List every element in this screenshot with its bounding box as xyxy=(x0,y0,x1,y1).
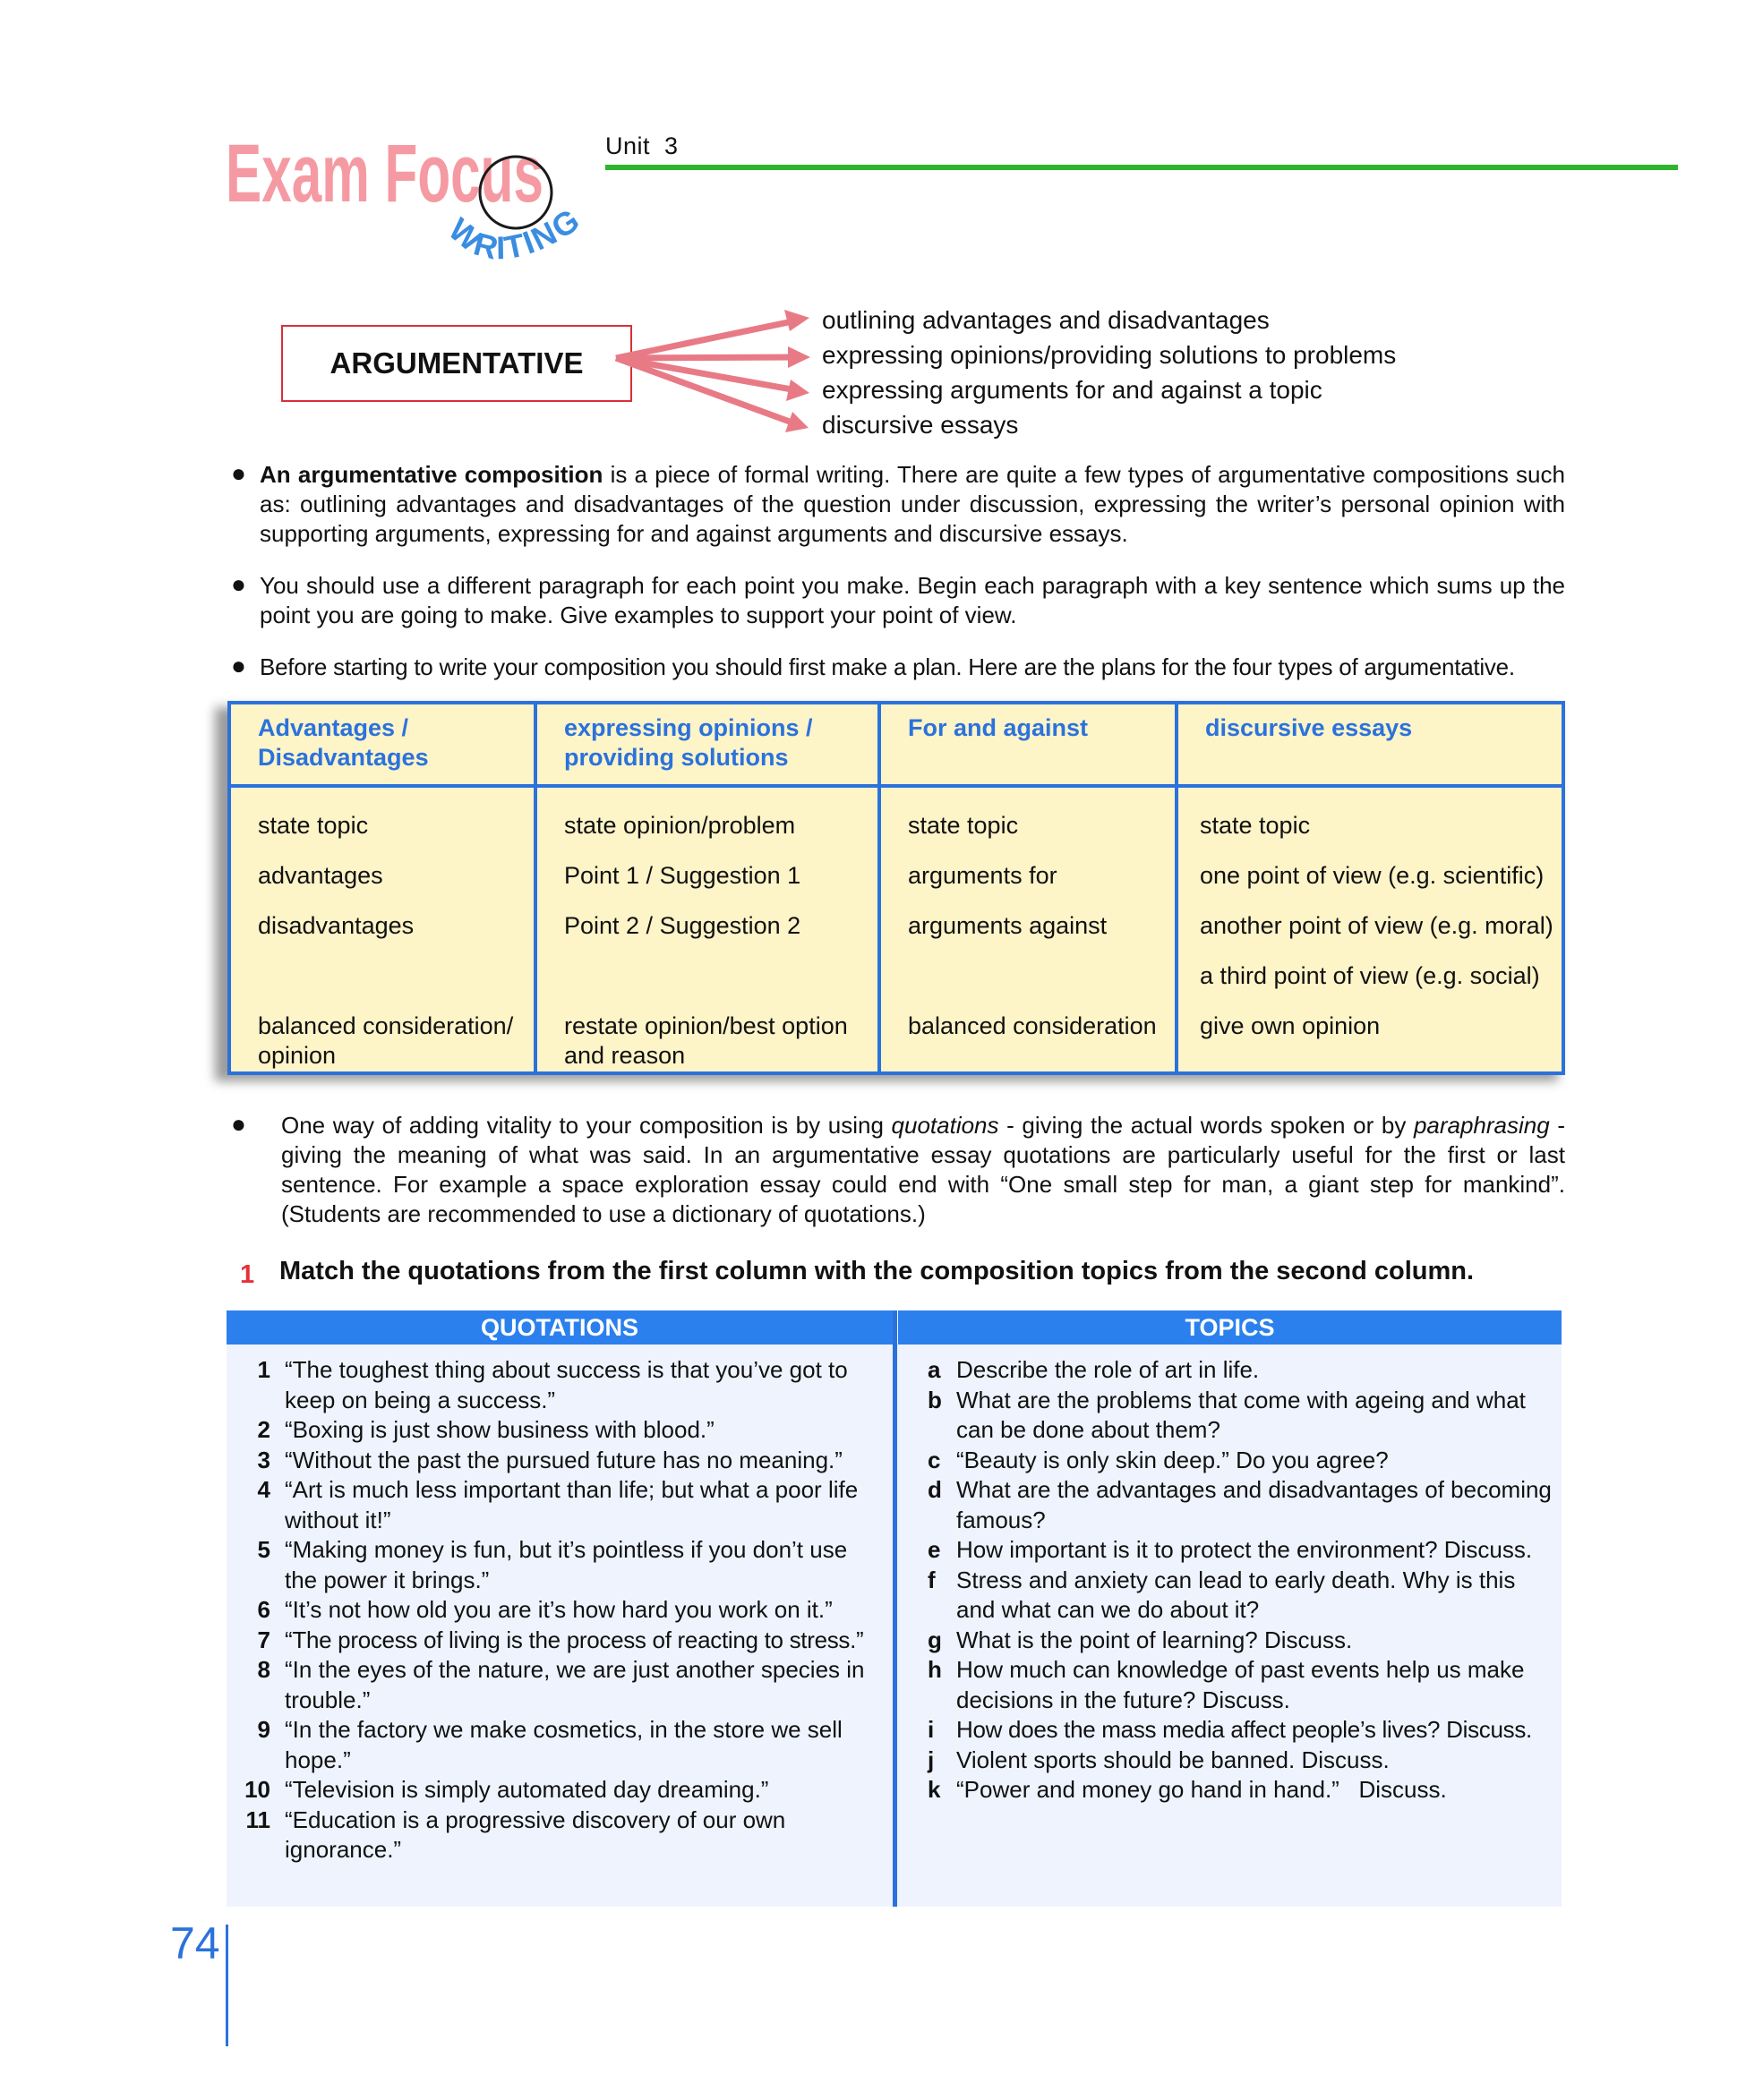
topic-item: j Violent sports should be banned. Discuss. xyxy=(928,1746,1390,1773)
column-divider xyxy=(893,1310,897,1907)
quotation-item: 6 “It’s not how old you are it’s how hard you work on it.” xyxy=(257,1596,833,1623)
bullet-paragraphs-text: You should use a different paragraph for each point you make. Begin each paragraph with a key sentence which sums up the point you are going to make. Give examples to support your point of view. xyxy=(260,572,1565,628)
exercise-number: 1 xyxy=(240,1260,255,1289)
bullet-dot: ● xyxy=(231,570,246,598)
plans-table xyxy=(227,701,1565,1075)
topic-item: h How much can knowledge of past events help us make decisions in the future? Discuss. xyxy=(928,1656,1525,1713)
topic-item: c “Beauty is only skin deep.” Do you agree? xyxy=(928,1446,1389,1473)
bullet-definition xyxy=(231,460,1565,549)
bullet-plan-text: Before starting to write your composition you should first make a plan. Here are the plans for the four types of argumentative. xyxy=(260,653,1515,680)
topic-item: i How does the mass media affect people’s lives? Discuss. xyxy=(928,1716,1532,1743)
plans-body-row xyxy=(229,786,1563,1073)
quotations-list xyxy=(233,1355,882,1865)
topic-item: k “Power and money go hand in hand.” Discuss. xyxy=(928,1776,1447,1803)
plans-col-opinions: state opinion/problem Point 1 / Suggestion 1 Point 2 / Suggestion 2 restate opinion/best option and reason xyxy=(535,786,879,1073)
plans-col-discursive: state topic one point of view (e.g. scientific) another point of view (e.g. moral) a third point of view (e.g. social) give own opinion xyxy=(1177,786,1563,1073)
bullet-dot: ● xyxy=(231,459,246,487)
bullet-dot: ● xyxy=(231,652,246,679)
topics-header: TOPICS xyxy=(898,1310,1562,1345)
bullet-paragraphs xyxy=(231,571,1565,630)
bullet-definition-text: is a piece of formal writing. There are quite a few types of argumentative compositions such as: outlining advantages and disadvantages of the question under discussion, expressing the writer’s personal opinion with supporting arguments, expressing for and against arguments and discursive essays. xyxy=(260,461,1565,547)
topic-item: a Describe the role of art in life. xyxy=(928,1356,1260,1383)
logo-sub: WRITING xyxy=(441,200,587,268)
topic-item: e How important is it to protect the environment? Discuss. xyxy=(928,1536,1533,1563)
quotation-item: 1 “The toughest thing about success is that you’ve got to keep on being a success.” xyxy=(257,1356,848,1413)
unit-label: Unit 3 xyxy=(605,132,679,159)
logo-title: Exam Focus xyxy=(226,128,543,219)
topic-item: f Stress and anxiety can lead to early death. Why is this and what can we do about it? xyxy=(928,1566,1516,1623)
quotation-item: 9 “In the factory we make cosmetics, in the store we sell hope.” xyxy=(257,1716,843,1773)
quotation-item: 2 “Boxing is just show business with blood.” xyxy=(257,1416,715,1443)
quotation-item: 4 “Art is much less important than life; but what a poor life without it!” xyxy=(257,1476,859,1533)
topic-item: d What are the advantages and disadvantages of becoming famous? xyxy=(928,1476,1552,1533)
arg-item-opinions: expressing opinions/providing solutions to problems xyxy=(822,341,1397,369)
topics-list xyxy=(922,1355,1558,1805)
plans-header-opinions: expressing opinions / providing solutions xyxy=(535,703,879,786)
quotation-item: 10 “Television is simply automated day dreaming.” xyxy=(244,1776,769,1803)
topic-item: g What is the point of learning? Discuss. xyxy=(928,1626,1353,1653)
arg-item-discursive: discursive essays xyxy=(822,411,1019,439)
quotations-term: quotations xyxy=(891,1112,999,1139)
exam-focus-writing-logo xyxy=(224,112,609,291)
argumentative-box: ARGUMENTATIVE xyxy=(281,325,632,402)
plans-col-advantages: state topic advantages disadvantages balanced consideration/ opinion xyxy=(229,786,535,1073)
quotation-item: 3 “Without the past the pursued future has no meaning.” xyxy=(257,1446,843,1473)
paraphrasing-term: paraphrasing xyxy=(1413,1112,1550,1139)
plans-header-row xyxy=(229,703,1563,786)
plans-header-discursive: discursive essays xyxy=(1177,703,1563,786)
bullet-plan xyxy=(231,653,1565,682)
page-number: 74 xyxy=(170,1918,220,1968)
plans-col-for-against: state topic arguments for arguments against balanced consideration xyxy=(879,786,1177,1073)
bullet-quotations: ● One way of adding vitality to your composition is by using quotations - giving the actual words spoken or by paraphrasing - giving the meaning of what was said. In an argumentative essay quotations are particularly useful for the first or last sentence. For example a space exploration essay could end with “One small step for man, a giant step for mankind”. (Students are recommended to use a dictionary of quotations.) xyxy=(231,1110,1565,1227)
plans-header-advantages: Advantages / Disadvantages xyxy=(229,703,535,786)
topic-item: b What are the problems that come with ageing and what can be done about them? xyxy=(928,1386,1526,1443)
quotation-item: 5 “Making money is fun, but it’s pointless if you don’t use the power it brings.” xyxy=(257,1536,848,1593)
plans-header-for-against: For and against xyxy=(879,703,1177,786)
arg-item-advantages: outlining advantages and disadvantages xyxy=(822,306,1270,334)
bullet-dot: ● xyxy=(231,1110,246,1138)
header-rule xyxy=(605,165,1678,170)
quotation-item: 7 “The process of living is the process of reacting to stress.” xyxy=(257,1626,864,1653)
quotations-header: QUOTATIONS xyxy=(227,1310,893,1345)
exercise-instruction: Match the quotations from the first column with the composition topics from the second column. xyxy=(279,1257,1475,1285)
quotation-item: 8 “In the eyes of the nature, we are just another species in trouble.” xyxy=(257,1656,865,1713)
arg-item-for-against: expressing arguments for and against a topic xyxy=(822,376,1322,404)
arrows-diagram xyxy=(609,304,824,439)
bullet-definition-bold: An argumentative composition xyxy=(260,461,603,488)
page-number-rule xyxy=(226,1925,228,2046)
quotation-item: 11 “Education is a progressive discovery of our own ignorance.” xyxy=(245,1805,786,1863)
